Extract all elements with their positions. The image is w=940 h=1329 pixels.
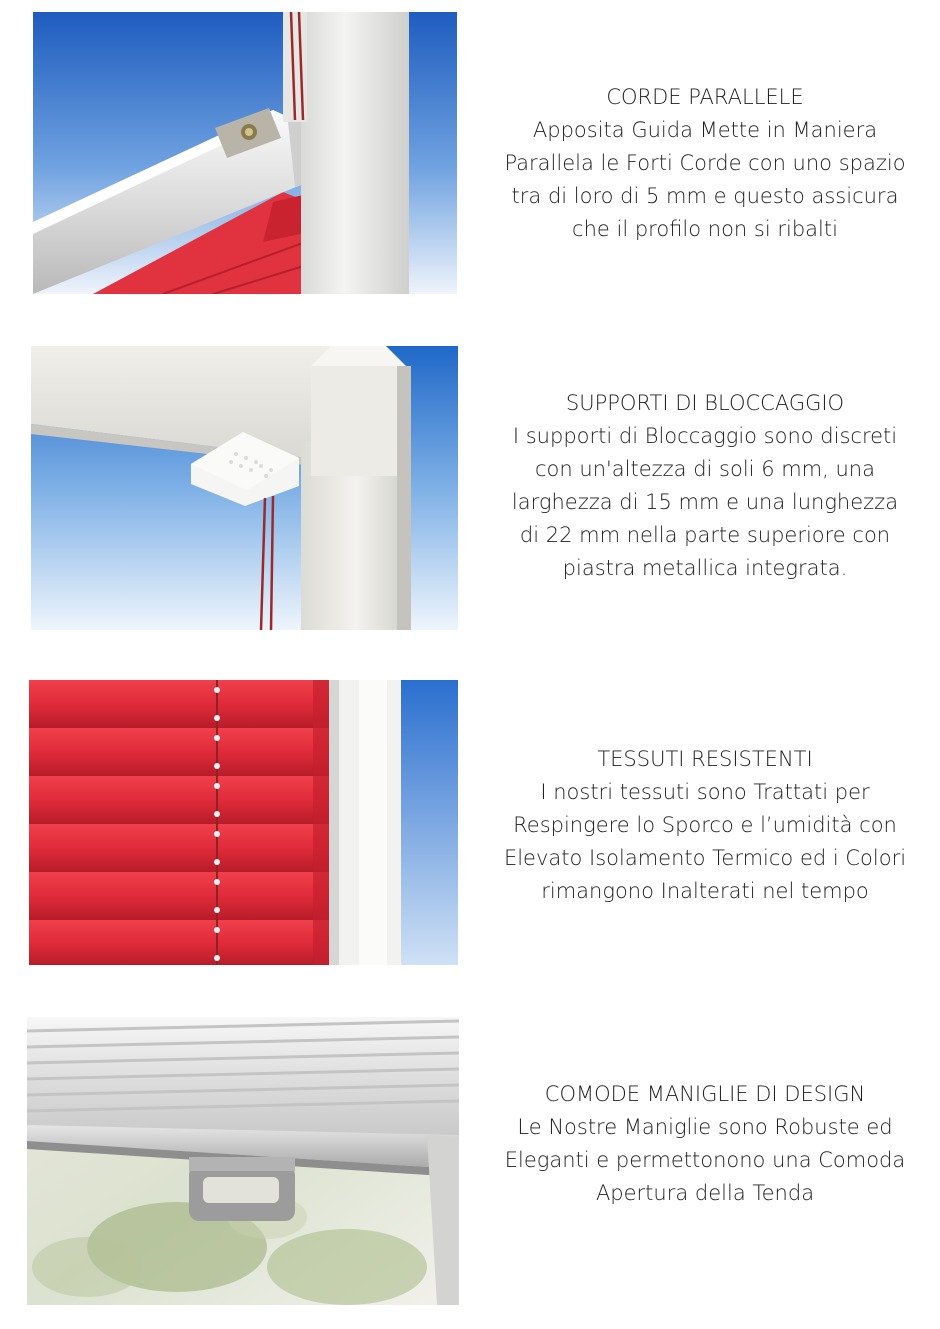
tessuti-resistenti-line-1: I nostri tessuti sono Trattati per [540, 780, 870, 804]
supporti-di-bloccaggio-line-4: di 22 mm nella parte superiore con [519, 523, 891, 547]
feature-comode-maniglie-di-design [0, 1010, 940, 1329]
feature-tessuti-resistenti [0, 670, 940, 990]
tessuti-resistenti-line-2: Respingere lo Sporco e l’umidità con [513, 813, 897, 837]
tessuti-resistenti-photo [29, 680, 458, 965]
comode-maniglie-photo [27, 1017, 459, 1305]
supporti-di-bloccaggio-text [470, 387, 940, 585]
supporti-di-bloccaggio-heading: SUPPORTI DI BLOCCAGGIO [565, 391, 845, 415]
corde-parallele-photo [33, 12, 457, 294]
supporti-di-bloccaggio-line-2: con un'altezza di soli 6 mm, una [535, 457, 875, 481]
corde-parallele-line-4: che il profilo non si ribalti [572, 217, 838, 241]
supporti-di-bloccaggio-line-3: larghezza di 15 mm e una lunghezza [511, 490, 899, 514]
corde-parallele-line-1: Apposita Guida Mette in Maniera [532, 118, 878, 142]
corde-parallele-text [470, 81, 940, 246]
tessuti-resistenti-line-3: Elevato Isolamento Termico ed i Colori [503, 846, 907, 870]
comode-maniglie-text [470, 1078, 940, 1210]
tessuti-resistenti-line-4: rimangono Inalterati nel tempo [541, 879, 869, 903]
supporti-di-bloccaggio-line-5: piastra metallica integrata. [562, 556, 848, 580]
comode-maniglie-line-3: Apertura della Tenda [595, 1181, 815, 1205]
feature-supporti-di-bloccaggio [0, 330, 940, 650]
supporti-di-bloccaggio-line-1: I supporti di Bloccaggio sono discreti [512, 424, 898, 448]
corde-parallele-heading: CORDE PARALLELE [606, 85, 804, 109]
comode-maniglie-image [27, 1017, 459, 1305]
corde-parallele-image [33, 12, 457, 294]
comode-maniglie-heading: COMODE MANIGLIE DI DESIGN [544, 1082, 866, 1106]
comode-maniglie-line-2: Eleganti e permettonono una Comoda [504, 1148, 906, 1172]
tessuti-resistenti-heading: TESSUTI RESISTENTI [597, 747, 813, 771]
comode-maniglie-line-1: Le Nostre Maniglie sono Robuste ed [517, 1115, 893, 1139]
corde-parallele-line-3: tra di loro di 5 mm e questo assicura [511, 184, 899, 208]
tessuti-resistenti-image [29, 680, 458, 965]
corde-parallele-line-2: Parallela le Forti Corde con uno spazio [504, 151, 906, 175]
supporti-di-bloccaggio-image [31, 346, 458, 630]
feature-corde-parallele [0, 0, 940, 320]
supporti-di-bloccaggio-photo [31, 346, 458, 630]
tessuti-resistenti-text [470, 743, 940, 908]
